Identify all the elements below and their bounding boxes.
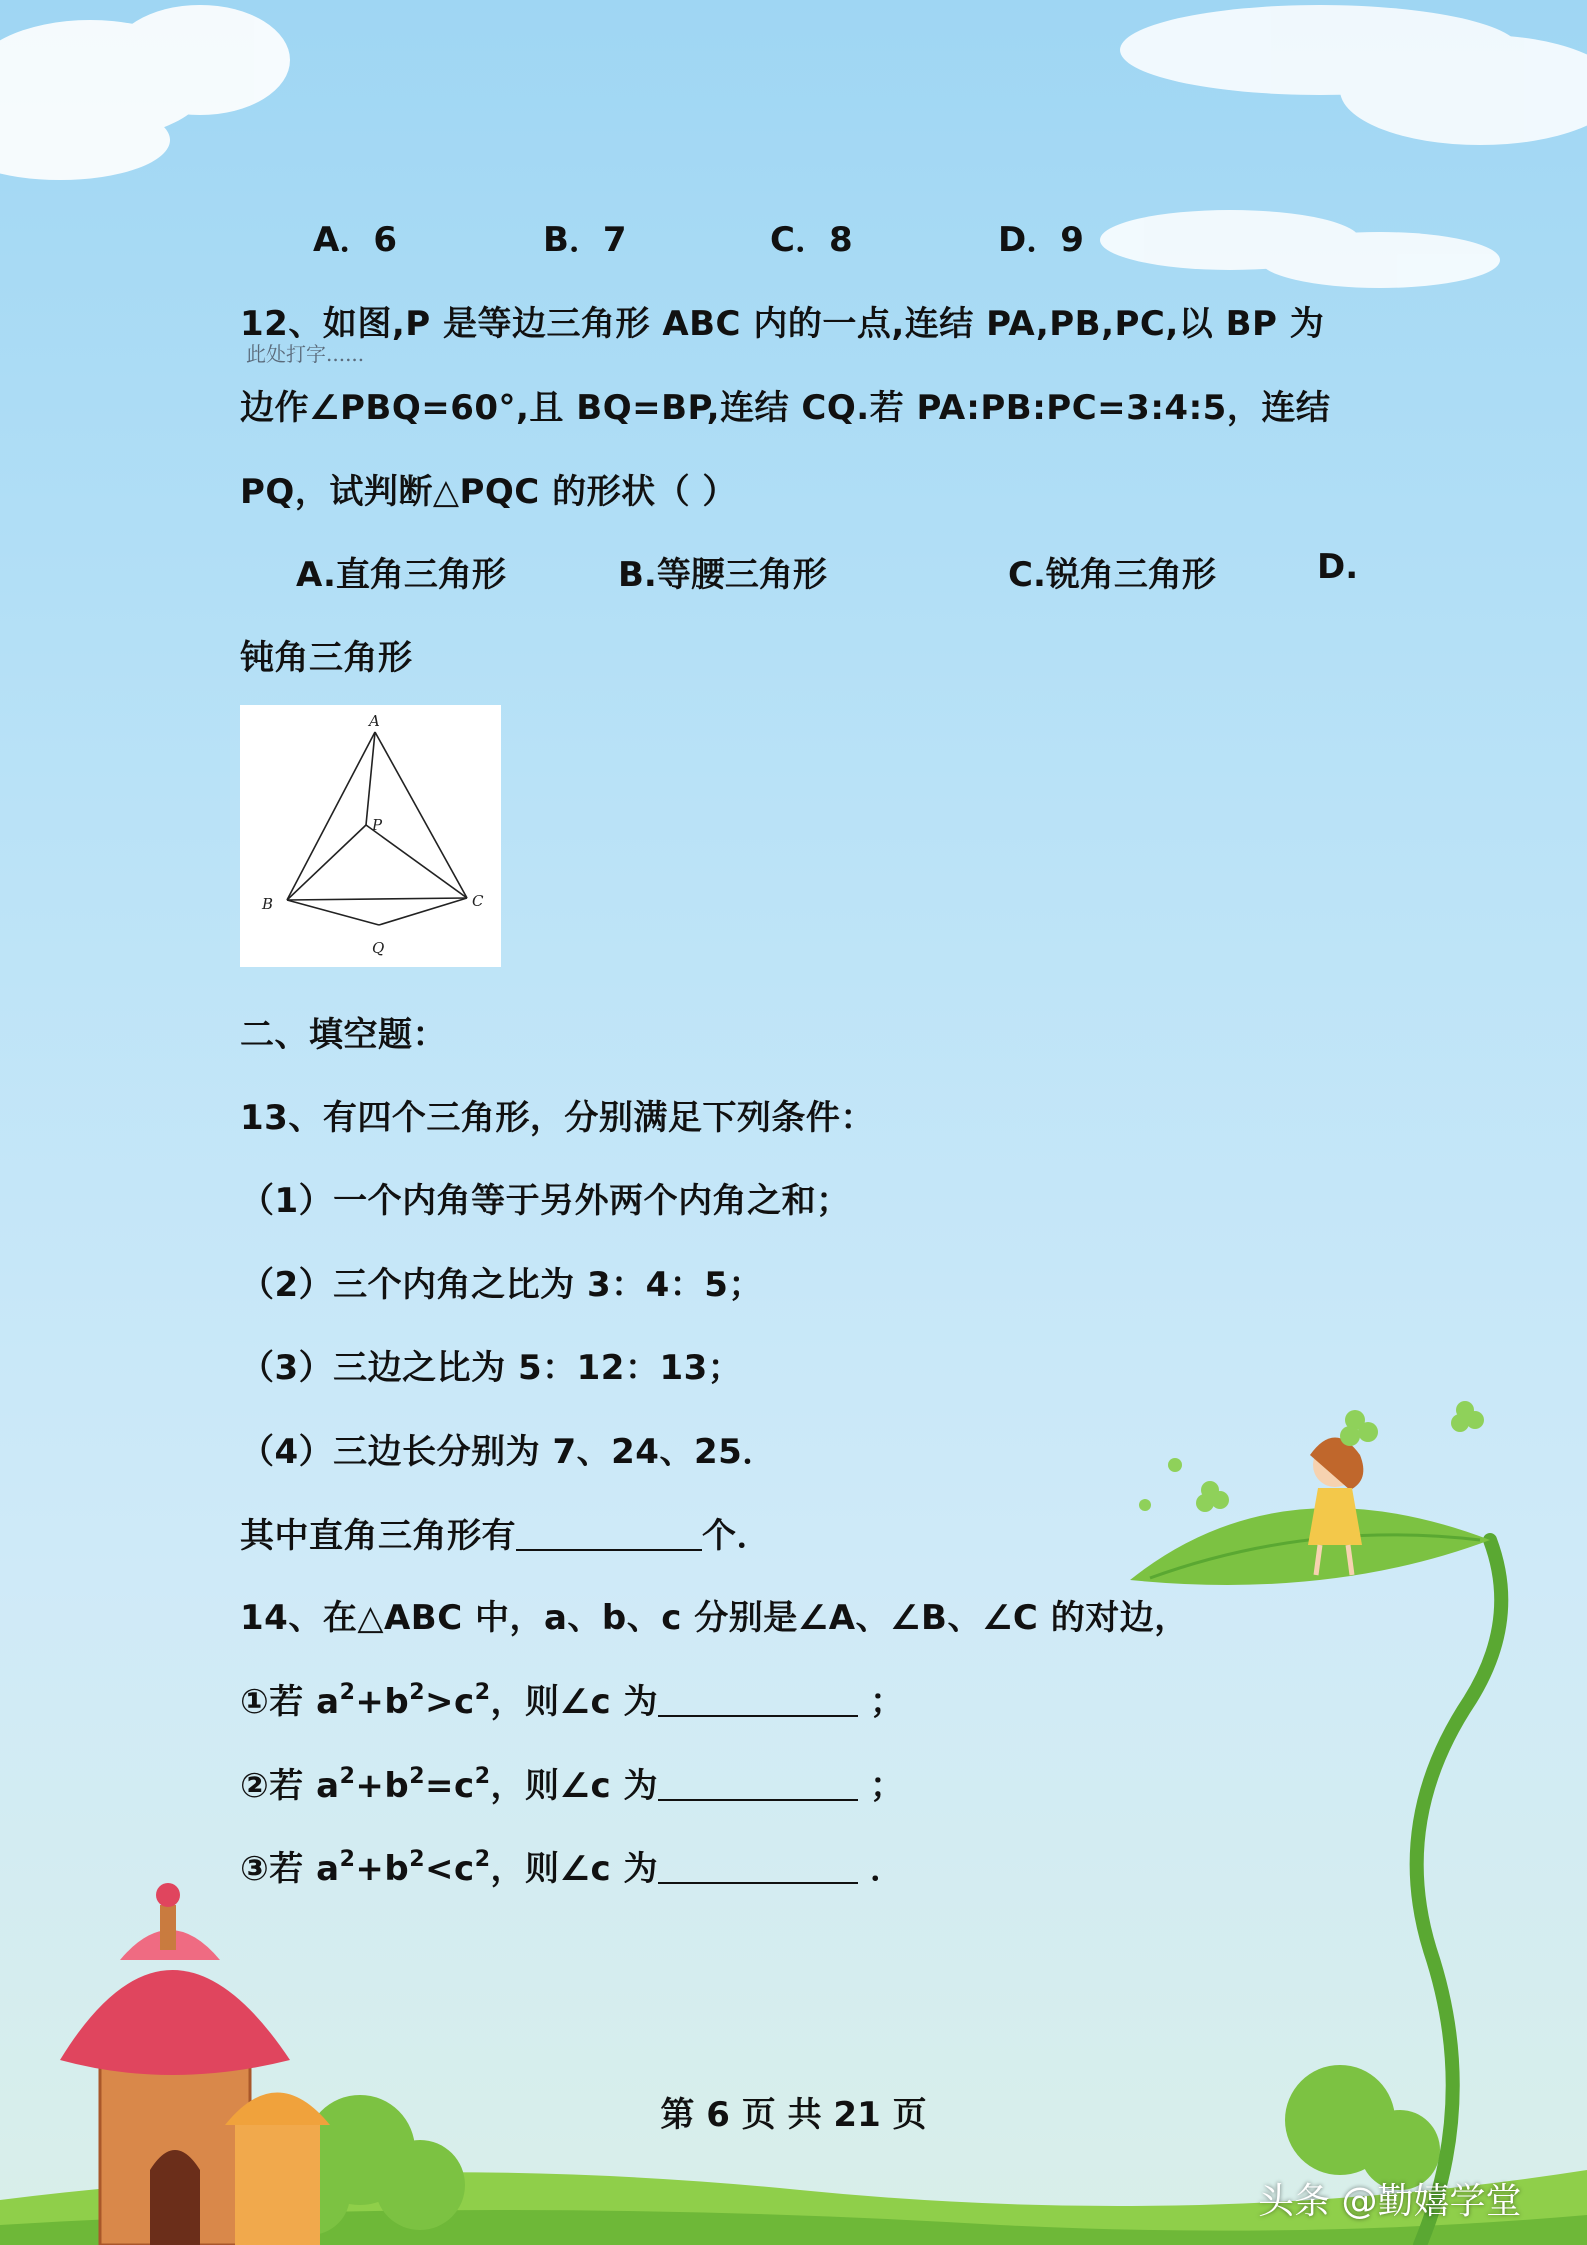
q14-case-3-tail: ，则∠c 为 [490,1849,658,1889]
q13-condition-2: （2）三个内角之比为 3：4：5； [240,1265,763,1305]
q14-case-2-end: ； [869,1766,905,1806]
exponent: 2 [474,1847,491,1872]
label-c: C [472,892,484,910]
q14-case-1 [240,1674,904,1723]
q13-condition-4: （4）三边长分别为 7、24、25． [240,1432,777,1472]
watermark: 头条 @勤嬉学堂 [1258,2181,1522,2222]
q14-case-2-lead: ②若 a [240,1766,340,1806]
answer-blank[interactable] [658,1769,858,1801]
q12-option-d: D. [1317,547,1359,587]
q11-option-d: D．9 [998,220,1084,260]
answer-blank[interactable] [658,1852,858,1884]
q14-case-3 [240,1841,904,1890]
label-p: P [372,816,383,834]
page-number: 第 6 页 共 21 页 [660,2095,927,2135]
q13-conclusion [240,1508,771,1557]
q11-option-c: C．8 [770,220,853,260]
q14-case-3-rel: <c [425,1849,475,1889]
typing-placeholder-stamp: 此处打字...... [246,342,365,366]
exponent: 2 [474,1764,491,1789]
q12-stem-line1: 12、如图,P 是等边三角形 ABC 内的一点,连结 PA,PB,PC,以 BP 为 [240,304,1325,344]
triangle-figure [240,705,501,967]
q14-case-1-rel: >c [425,1682,475,1722]
q14-case-1-lead: ①若 a [240,1682,340,1722]
label-q: Q [372,939,385,957]
q13-conclusion-text: 其中直角三角形有 [240,1516,516,1556]
q12-option-a: A.直角三角形 [296,555,506,595]
answer-blank[interactable] [516,1519,702,1551]
q14-case-1-mid: +b [355,1682,410,1722]
q14-case-2-rel: =c [425,1766,475,1806]
exponent: 2 [409,1847,426,1872]
exponent: 2 [409,1680,426,1705]
exponent: 2 [339,1680,356,1705]
q14-case-1-end: ； [869,1682,905,1722]
q14-case-3-end: ． [869,1849,905,1889]
q13-stem: 13、有四个三角形，分别满足下列条件： [240,1098,875,1138]
q14-case-3-mid: +b [355,1849,410,1889]
q12-stem-line2: 边作∠PBQ=60°,且 BQ=BP,连结 CQ.若 PA:PB:PC=3:4:5，连结 [240,388,1331,428]
answer-blank[interactable] [658,1685,858,1717]
section-heading: 二、填空题： [240,1015,447,1055]
q13-conclusion-unit: 个． [702,1516,771,1556]
q14-case-1-tail: ，则∠c 为 [490,1682,658,1722]
q13-condition-3: （3）三边之比为 5：12：13； [240,1348,743,1388]
q11-option-a: A．6 [313,220,397,260]
q14-case-2-mid: +b [355,1766,410,1806]
exponent: 2 [409,1764,426,1789]
q12-option-d-text: 钝角三角形 [240,638,413,678]
q11-option-b: B．7 [543,220,627,260]
q14-case-2 [240,1758,904,1807]
q13-condition-1: （1）一个内角等于另外两个内角之和； [240,1181,851,1221]
q14-case-3-lead: ③若 a [240,1849,340,1889]
exponent: 2 [339,1847,356,1872]
q12-option-b: B.等腰三角形 [618,555,827,595]
q12-option-c: C.锐角三角形 [1008,555,1216,595]
exponent: 2 [474,1680,491,1705]
q14-stem: 14、在△ABC 中，a、b、c 分别是∠A、∠B、∠C 的对边， [240,1598,1189,1638]
label-a: A [369,712,380,730]
exponent: 2 [339,1764,356,1789]
q14-case-2-tail: ，则∠c 为 [490,1766,658,1806]
q12-stem-line3: PQ，试判断△PQC 的形状（ ） [240,472,737,512]
label-b: B [262,895,274,913]
